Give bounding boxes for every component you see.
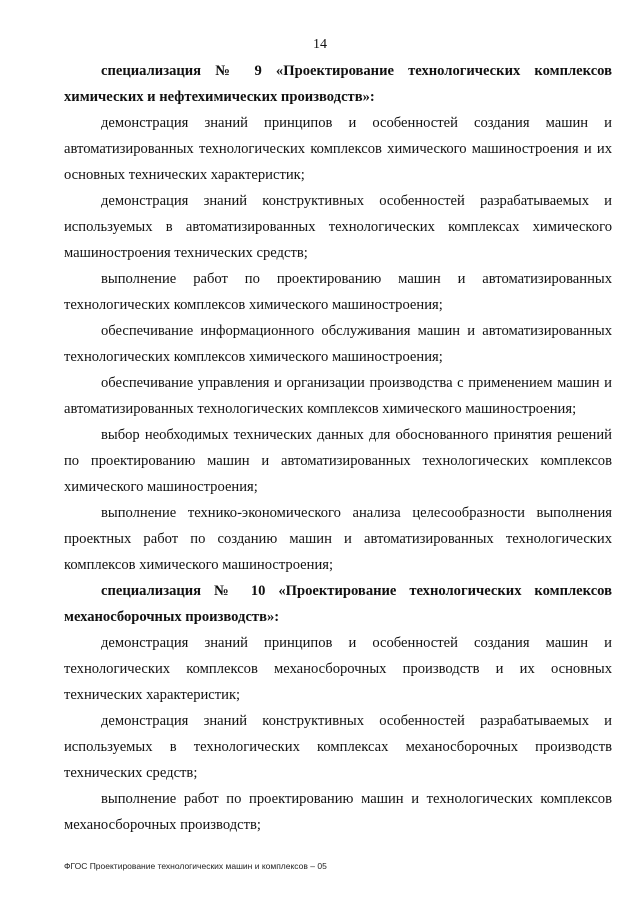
paragraph: демонстрация знаний принципов и особенностей создания машин и автоматизированных технологических комплексов химического машиностроения и их основных технических характеристик;: [64, 115, 612, 183]
paragraph: обеспечивание информационного обслуживания машин и автоматизированных технологических комплексов химического машиностроения;: [64, 323, 612, 365]
paragraph: демонстрация знаний принципов и особенностей создания машин и технологических комплексов механосборочных производств и их основных технических характеристик;: [64, 635, 612, 703]
paragraph: выбор необходимых технических данных для обоснованного принятия решений по проектированию машин и автоматизированных технологических комплексов химического машиностроения;: [64, 427, 612, 495]
paragraph: демонстрация знаний конструктивных особенностей разрабатываемых и используемых в технологических комплексах механосборочных производств технических средств;: [64, 713, 612, 781]
paragraph: обеспечивание управления и организации производства с применением машин и автоматизированных технологических комплексов химического машиностроения;: [64, 375, 612, 417]
paragraph: выполнение технико-экономического анализа целесообразности выполнения проектных работ по созданию машин и автоматизированных технологических комплексов химического машиностроения;: [64, 505, 612, 573]
paragraph: демонстрация знаний конструктивных особенностей разрабатываемых и используемых в автоматизированных технологических комплексах химического машиностроения технических средств;: [64, 193, 612, 261]
page-footer: ФГОС Проектирование технологических машин и комплексов – 05: [64, 861, 327, 871]
page-number: 14: [313, 37, 327, 52]
paragraph: выполнение работ по проектированию машин и технологических комплексов механосборочных производств;: [64, 791, 612, 833]
specialization-9-heading: специализация № 9 «Проектирование технологических комплексов химических и нефтехимических производств»:: [64, 63, 612, 105]
specialization-10-heading: специализация № 10 «Проектирование технологических комплексов механосборочных производств»:: [64, 583, 612, 625]
paragraph: выполнение работ по проектированию машин и автоматизированных технологических комплексов химического машиностроения;: [64, 271, 612, 313]
document-body: [64, 58, 612, 838]
